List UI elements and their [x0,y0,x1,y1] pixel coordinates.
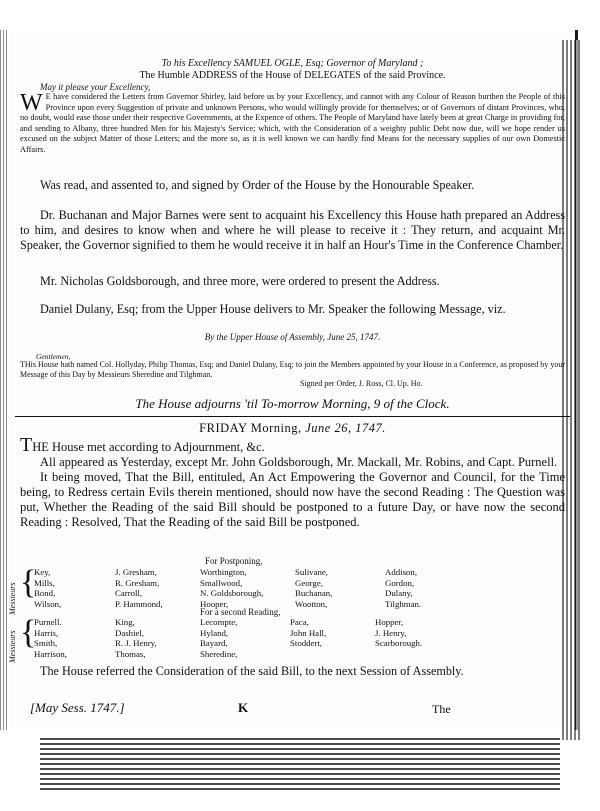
vote-name: Wootton, [295,598,328,609]
second-col-2 [115,617,157,659]
postponing-col-4 [295,567,332,609]
vote-name: Key, [34,567,51,577]
opening-drop-cap: T [20,434,33,456]
vote-name: Worthington, [200,567,247,577]
footer-signature-mark: K [238,700,249,715]
postponing-label: For Postponing, [205,556,263,566]
footer-session: [May Sess. 1747.] [30,700,125,715]
paragraph-dulany-message: Daniel Dulany, Esq; from the Upper House delivers to Mr. Speaker the following Message, viz. [40,302,506,316]
postponing-col-3 [200,567,263,609]
postponing-col-1 [34,567,61,609]
attendance-paragraph: All appeared as Yesterday, except Mr. John Goldsborough, Mr. Mackall, Mr. Robins, and Capt. Purnell. [40,455,558,469]
vote-name: N. Goldsborough, [200,588,264,598]
friday-dateline [20,421,565,436]
dateline-date: June 26, 1747. [305,421,386,435]
vote-name: Wilson, [34,598,62,609]
message-greeting: Gentlemen, [36,352,71,361]
scan-edge-right [562,40,582,740]
dateline-prefix: FRIDAY Morning, [199,421,302,435]
message-heading: By the Upper House of Assembly, June 25, 1747. [204,332,381,342]
vote-name: Paca, [290,617,309,627]
friday-proceedings [20,434,565,530]
vote-name: Smith, [34,638,58,648]
paragraph-goldsborough: Mr. Nicholas Goldsborough, and three more, were ordered to present the Address. [40,274,440,288]
vote-name: Hooper, [200,598,229,609]
vote-name: P. Hammond, [115,598,163,609]
message-body: THis House hath named Col. Hollyday, Philip Thomas, Esq; and Daniel Dulany, Esq; to join the Members appointed by your House in a Conference, as proposed by your Message of this Day by Messieurs Sheredine and Tilghman. [20,360,565,379]
motion-paragraph: It being moved, That the Bill, entituled, An Act Empowering the Governor and Council, for the Time being, to Redress certain Evils therein mentioned, should now have the second Reading : The Question was put, Whether the Reading of the said Bill should be postponed to a future Day, or have now the second Reading : Resolved, That the Reading of the said Bill be postponed. [20,470,565,529]
vote-name: J. Henry, [375,627,407,638]
vote-name: Hopper, [375,617,404,627]
vote-name: Harris, [34,627,59,638]
adjournment-line: The House adjourns 'til To-morrow Morning, 9 of the Clock. [135,396,450,411]
postponing-col-5 [385,567,421,609]
vote-name: Buchanan, [295,588,333,598]
address-salutation: May it please your Excellency, [40,82,151,92]
address-body [20,92,565,156]
vote-name: Dulany, [385,588,413,598]
footer-catchword: The [432,702,451,716]
address-title-line: The Humble ADDRESS of the House of DELEGATES of the said Province. [139,70,446,81]
vote-name: George, [295,577,323,588]
vote-name: R. J. Henry, [115,638,157,648]
vote-name: Gordon, [385,577,415,588]
postponing-col-2 [115,567,163,609]
vote-name: Mills, [34,577,55,588]
vote-name: Sulivane, [295,567,328,577]
address-to-line: To his Excellency SAMUEL OGLE, Esq; Governor of Maryland ; [161,58,424,69]
paragraph-buchanan-barnes: Dr. Buchanan and Major Barnes were sent to acquaint his Excellency this House hath prepared an Address to him, and desires to know when and where he will please to receive it : They return, and acquaint Mr. Speaker, the Governor signified to them he would receive it in half an Hour's Time in the Conference Chamber. [20,208,565,252]
address-drop-cap: W [20,90,43,116]
vote-name: Bayard, [200,638,228,648]
second-col-3 [200,617,237,659]
vote-name: John Hall, [290,627,327,638]
opening-line [20,434,565,456]
second-col-5 [375,617,422,649]
vote-name: Purnell. [34,617,62,627]
vote-brace-1: { [20,564,37,601]
address-body-text: E have considered the Letters from Governor Shirley, laid before us by your Excellency, and cannot with any Colour of Reason burthen the People of this Province upon every Suggestion of private and unknown Persons, who would willingly provide for themselves; or of Governors of distant Provinces, who, no doubt, would ease those under their respective Governments, at the Expence of others. The People of Maryland have lately been at great Charge in providing for, and sending to Albany, three hundred Men for his Majesty's Service; which, with the Consideration of a weighty public Debt now due, will we hope render us excused on the subject Matter of those Letters; and the more so, as it is well known we can hardly find Means for the necessary supplies of our own Domestic Affairs. [20,92,565,154]
paragraph-read-assented: Was read, and assented to, and signed by Order of the House by the Honourable Speaker. [40,178,475,192]
vote-name: Dashiel, [115,627,145,638]
second-reading-label: For a second Reading, [200,607,281,617]
second-col-1 [34,617,67,659]
vote-name: Hyland, [200,627,229,638]
vote-name: Lecompte, [200,617,238,627]
vote-side-label-2: Messieurs [8,630,17,663]
message-signature: Signed per Order, J. Ross, Cl. Up. Ho. [300,379,423,388]
vote-name: R. Gresham, [115,577,160,588]
vote-name: Bond, [34,588,56,598]
closing-paragraph: The House referred the Consideration of the said Bill, to the next Session of Assembly. [40,664,464,678]
vote-name: Addison, [385,567,418,577]
vote-name: J. Gresham, [115,567,157,577]
section-rule [15,416,570,417]
vote-name: Tilghman. [385,598,422,609]
vote-brace-2: { [20,614,37,651]
vote-name: Sheredine, [200,648,238,659]
opening-text: HE House met according to Adjournment, &c. [32,440,265,454]
vote-name: Stoddert, [290,638,323,648]
vote-side-label-1: Messieurs [8,582,17,615]
vote-name: Smallwood, [200,577,243,588]
vote-name: Harrison, [34,648,67,659]
vote-name: Carroll, [115,588,143,598]
vote-name: Thomas, [115,648,146,659]
second-col-4 [290,617,326,649]
scan-edge-bottom [40,735,560,790]
vote-name: King, [115,617,135,627]
address-heading [20,58,565,82]
vote-name: Scarborough. [375,638,423,648]
